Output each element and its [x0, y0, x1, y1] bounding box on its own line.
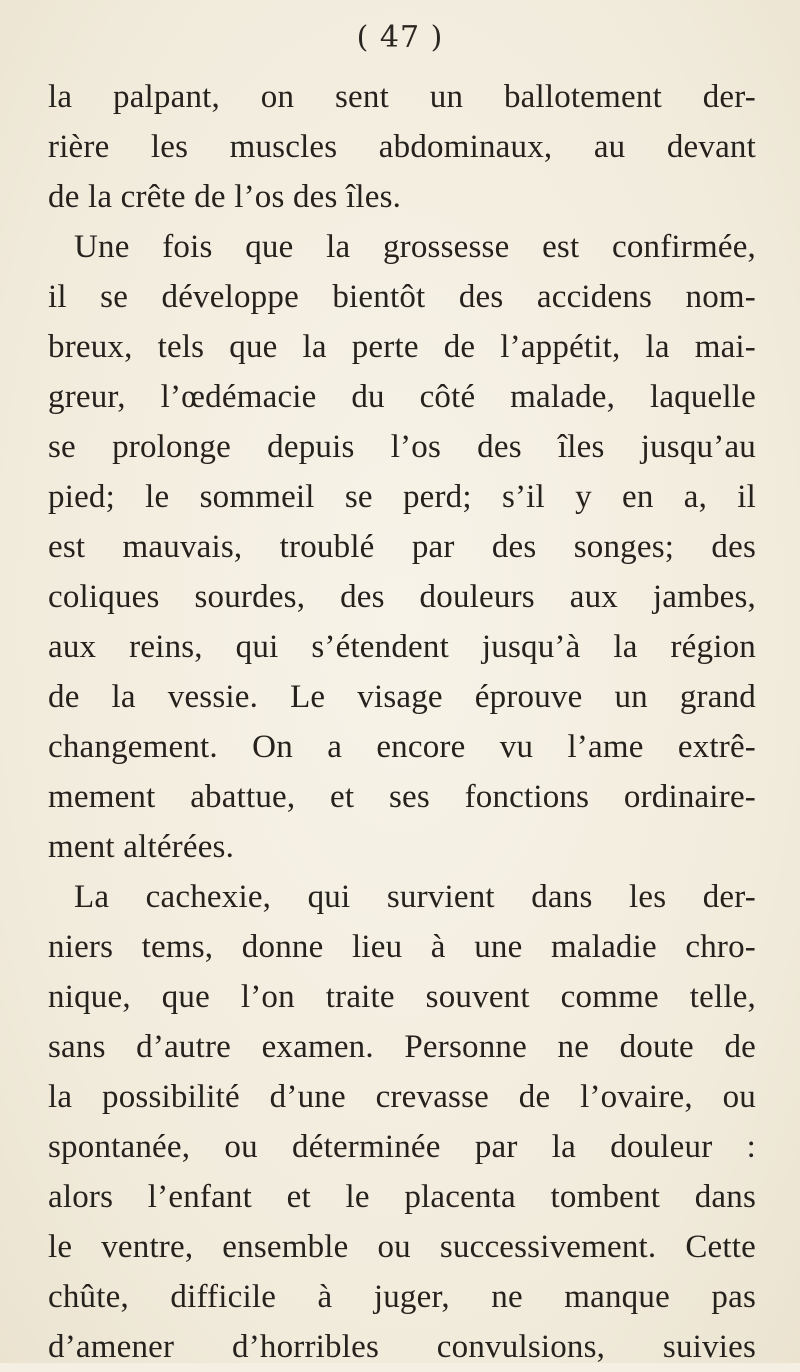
- text-line: chûte, difficile à juger, ne manque pas: [48, 1279, 756, 1315]
- text-line: coliques sourdes, des douleurs aux jambes,: [48, 579, 756, 615]
- text-line: est mauvais, troublé par des songes; des: [48, 529, 756, 565]
- text-line: la palpant, on sent un ballotement der-: [48, 79, 756, 115]
- page-number: ( 47 ): [356, 20, 444, 55]
- text-line: spontanée, ou déterminée par la douleur :: [48, 1129, 756, 1165]
- text-line: aux reins, qui s’étendent jusqu’à la région: [48, 629, 756, 665]
- text-line: alors l’enfant et le placenta tombent dans: [48, 1179, 756, 1215]
- text-line: La cachexie, qui survient dans les der-: [74, 879, 756, 915]
- text-line: changement. On a encore vu l’ame extrê-: [48, 729, 756, 765]
- text-line: il se développe bientôt des accidens nom-: [48, 279, 756, 315]
- text-line: niers tems, donne lieu à une maladie chro-: [48, 929, 756, 965]
- text-line: sans d’autre examen. Personne ne doute de: [48, 1029, 756, 1065]
- text-line: d’amener d’horribles convulsions, suivies: [48, 1329, 756, 1365]
- text-line: Une fois que la grossesse est confirmée,: [74, 229, 756, 265]
- text-line: la possibilité d’une crevasse de l’ovaire, ou: [48, 1079, 756, 1115]
- text-line: le ventre, ensemble ou successivement. Cette: [48, 1229, 756, 1265]
- text-line: breux, tels que la perte de l’appétit, la mai-: [48, 329, 756, 365]
- text-line: de la crête de l’os des îles.: [48, 179, 402, 215]
- text-line: pied; le sommeil se perd; s’il y en a, il: [48, 479, 756, 515]
- text-line: rière les muscles abdominaux, au devant: [48, 129, 756, 165]
- body-text: [48, 72, 756, 1372]
- text-line: ment altérées.: [48, 829, 235, 865]
- text-line: mement abattue, et ses fonctions ordinaire-: [48, 779, 756, 815]
- text-line: nique, que l’on traite souvent comme telle,: [48, 979, 756, 1015]
- text-line: se prolonge depuis l’os des îles jusqu’au: [48, 429, 756, 465]
- text-line: de la vessie. Le visage éprouve un grand: [48, 679, 756, 715]
- text-line: greur, l’œdémacie du côté malade, laquelle: [48, 379, 756, 415]
